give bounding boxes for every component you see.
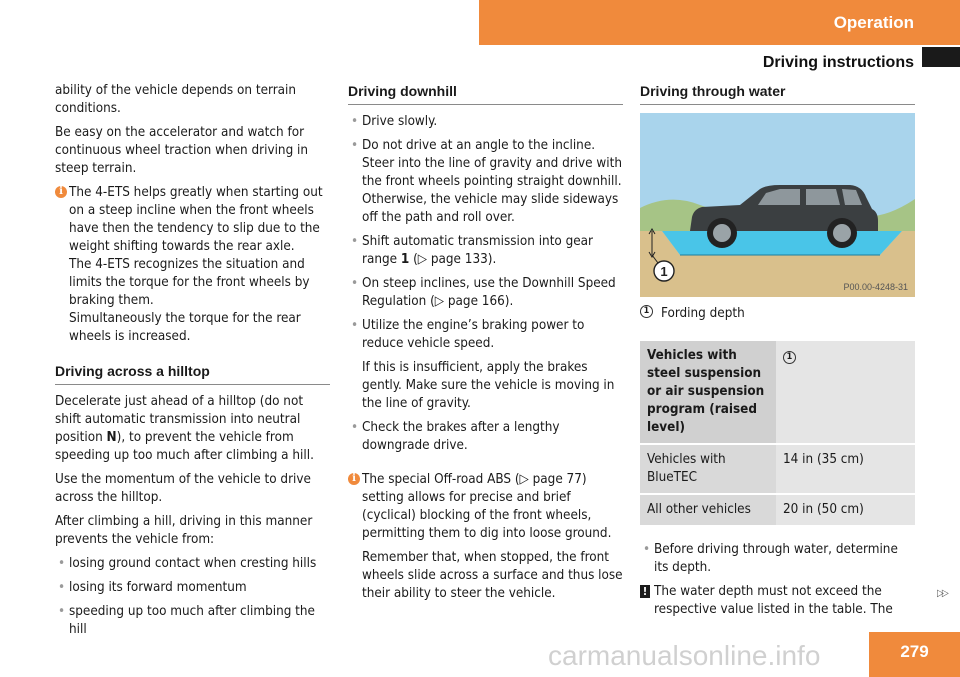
heading-downhill: Driving downhill [348, 82, 623, 105]
bullet-list [640, 541, 915, 577]
list-item: • Check the brakes after a lengthy downgrade drive. [348, 419, 623, 455]
note-paragraph: Remember that, when stopped, the front wheels slide across a surface and thus lose their ability to steer the vehicle. [362, 550, 623, 601]
note-line: The 4-ETS helps greatly when starting out on a steep incline when the front wheels have then the tendency to slip due to the weight shifting towards the rear axle. [69, 185, 323, 254]
table-cell-label: All other vehicles [640, 495, 776, 525]
paragraph: After climbing a hill, driving in this manner prevents the vehicle from: [55, 514, 313, 547]
paragraph: Use the momentum of the vehicle to drive across the hilltop. [55, 472, 311, 505]
list-item: • Utilize the engine’s braking power to reduce vehicle speed. [348, 317, 623, 353]
list-item: • Drive slowly. [348, 113, 623, 131]
list-item: • losing ground contact when cresting hills [55, 555, 330, 573]
note-line: Simultaneously the torque for the rear wheels is increased. [69, 311, 301, 344]
column-2 [348, 82, 623, 609]
table-row [640, 495, 915, 525]
section-title: Operation [833, 13, 914, 32]
list-item: • Do not drive at an angle to the incline. Steer into the line of gravity and drive with the front wheels pointing straight downhill. Otherwise, the vehicle may slide sideways off the path and roll over. [348, 137, 623, 227]
column-3 [640, 82, 915, 625]
paragraph: ability of the vehicle depends on terrain conditions. [55, 83, 297, 116]
bullet-list [55, 555, 330, 639]
table-cell-value: 20 in (50 cm) [776, 495, 915, 525]
gear-n: N [106, 430, 117, 445]
figure-code: P00.00-4248-31 [843, 282, 908, 292]
info-icon: i [55, 186, 67, 198]
page-number: 279 [869, 632, 960, 677]
table-header-label: Vehicles with steel suspension or air suspension program (raised level) [640, 341, 776, 443]
figure-caption [640, 305, 915, 323]
note-paragraph: The special Off-road ABS (▷ page 77) setting allows for precise and brief (cyclical) blocking of the front wheels, permitting them to dig into loose ground. [362, 472, 612, 541]
callout-number: 1 [783, 351, 796, 364]
subsection-title: Driving instructions [762, 54, 914, 71]
fording-illustration [640, 113, 915, 297]
fording-depth-table [640, 339, 915, 527]
info-note [55, 184, 330, 346]
list-item: • Before driving through water, determine its depth. [640, 541, 915, 577]
list-item: • On steep inclines, use the Downhill Speed Regulation (▷ page 166). [348, 275, 623, 311]
header-tab-marker [922, 47, 960, 67]
paragraph: Decelerate just ahead of a hilltop (do not shift automatic transmission into neutral position N), to prevent the vehicle from speeding up too much after climbing a hill. [55, 394, 314, 463]
table-header-value [776, 341, 915, 443]
warning-note [640, 583, 915, 619]
list-item: • losing its forward momentum [55, 579, 330, 597]
heading-hilltop: Driving across a hilltop [55, 362, 330, 385]
table-cell-value: 14 in (35 cm) [776, 445, 915, 493]
bullet-list [348, 113, 623, 353]
table-header-row [640, 341, 915, 443]
fording-depth-figure [640, 113, 915, 297]
warning-text: The water depth must not exceed the respective value listed in the table. The [654, 584, 893, 617]
watermark: carmanualsonline.info [548, 640, 821, 671]
caption-text: Fording depth [661, 306, 745, 321]
list-item: • speeding up too much after climbing the hill [55, 603, 330, 639]
bullet-list [348, 419, 623, 455]
paragraph: Be easy on the accelerator and watch for continuous wheel traction when driving in steep terrain. [55, 125, 309, 176]
table-cell-label: Vehicles with BlueTEC [640, 445, 776, 493]
continue-arrow-icon: ▷▷ [937, 588, 947, 599]
column-1 [55, 82, 330, 645]
note-line: The 4-ETS recognizes the situation and limits the torque for the front wheels by braking them. [69, 257, 310, 308]
info-icon: i [348, 473, 360, 485]
info-note [348, 471, 623, 603]
warning-icon: ! [640, 585, 650, 598]
list-item: • Shift automatic transmission into gear range 1 (▷ page 133). [348, 233, 623, 269]
figure-marker: 1 [660, 264, 668, 279]
heading-water: Driving through water [640, 82, 915, 105]
callout-number: 1 [640, 305, 653, 318]
table-row [640, 445, 915, 493]
sub-paragraph: If this is insufficient, apply the brakes gently. Make sure the vehicle is moving in the line of gravity. [362, 360, 615, 411]
